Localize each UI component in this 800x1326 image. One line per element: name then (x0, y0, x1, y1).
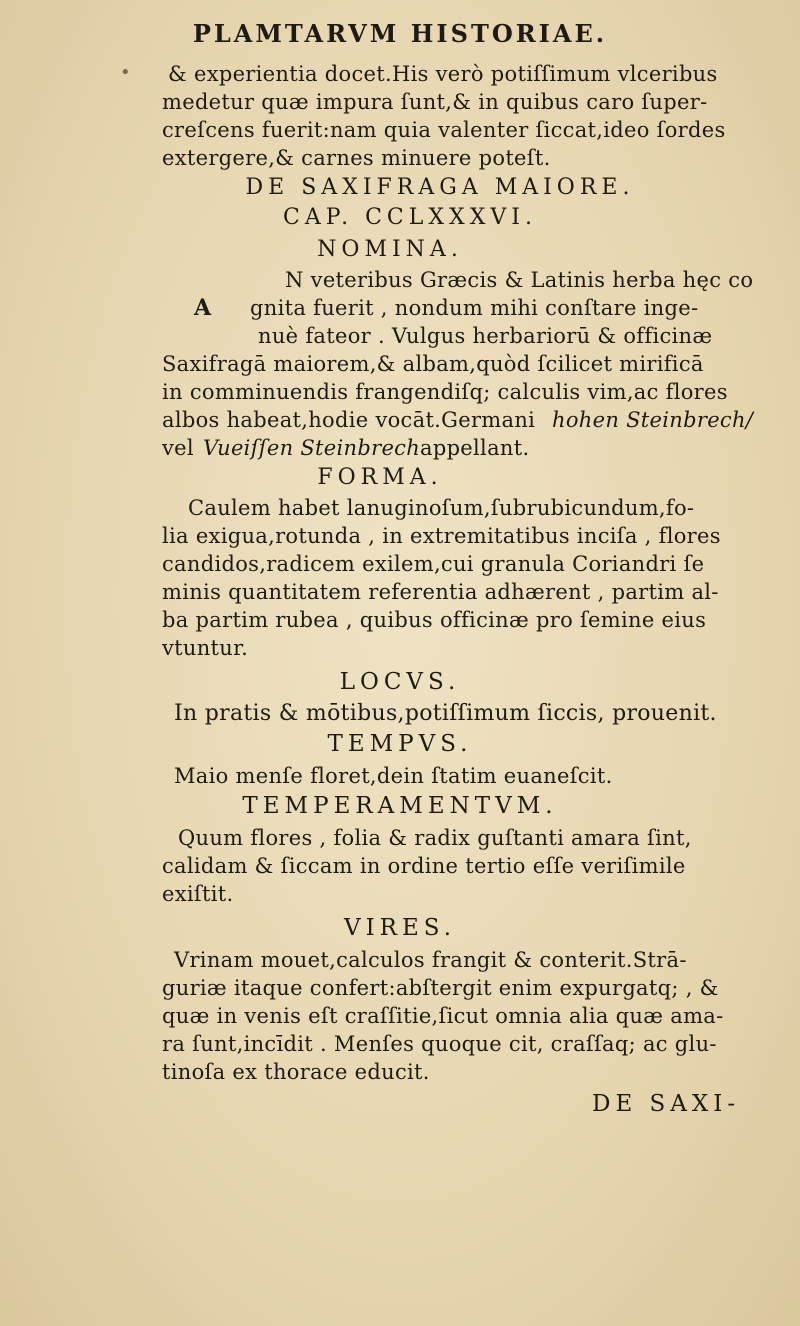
german-name: Vueiſſen Steinbrech (203, 436, 421, 460)
text-line: exiſtit. (162, 882, 234, 906)
text-line: gnita fuerit , nondum mihi conſtare inge- (250, 296, 699, 320)
text-line: minis quantitatem referentia adhærent , partim al- (162, 580, 719, 604)
text-line: N veteribus Græcis & Latinis herba hęc co (285, 268, 754, 292)
text-line: extergere,& carnes minuere poteſt. (162, 146, 551, 170)
running-head: PLAMTARVM HISTORIAE. (192, 19, 608, 48)
text-line: Quum flores , folia & radix guſtanti amara ſint, (178, 826, 692, 850)
text-line: ba partim rubea , quibus officinæ pro ſemine eius (162, 608, 707, 632)
text-line: calidam & ſiccam in ordine tertio eſſe veriſimile (162, 854, 686, 878)
section-heading-forma: FORMA. (317, 465, 443, 490)
section-heading-vires: VIRES. (343, 915, 457, 941)
text-line: albos habeat,hodie vocāt.Germani (162, 408, 536, 432)
chapter-number: CAP. CCLXXXVI. (283, 205, 537, 230)
sidenote-letter: A (194, 295, 212, 321)
text-line: medetur quæ impura ſunt,& in quibus caro ſuper- (162, 90, 708, 114)
text-line: lia exigua,rotunda , in extremitatibus inciſa , flores (162, 524, 721, 548)
section-heading-nomina: NOMINA. (317, 237, 463, 262)
text-line: Maio menſe floret,dein ſtatim euaneſcit. (174, 764, 613, 788)
text-line: ra ſunt,incīdit . Menſes quoque cit, craſſaq; ac glu- (162, 1032, 717, 1056)
text-line: appellant. (420, 436, 530, 460)
german-name: hohen Steinbrech/ (552, 408, 754, 432)
text-line: nuè fateor . Vulgus herbariorū & officinæ (258, 324, 713, 348)
section-heading-tempus: TEMPVS. (327, 731, 473, 757)
text-line: in comminuendis frangendiſq; calculis vim,ac flores (162, 380, 728, 404)
text-line: candidos,radicem exilem,cui granula Coriandri ſe (162, 552, 705, 576)
catchword: DE SAXI- (592, 1091, 741, 1117)
text-line: vtuntur. (162, 636, 249, 660)
section-heading-locus: LOCVS. (339, 669, 461, 695)
section-heading-temperamentum: TEMPERAMENTVM. (242, 793, 558, 819)
text-line: quæ in venis eſt craſſitie,ſicut omnia alia quæ ama- (162, 1004, 724, 1028)
text-line: Vrinam mouet,calculos frangit & conterit.Strā- (174, 948, 687, 972)
text-line: In pratis & mōtibus,potiſſimum ſiccis, prouenit. (174, 701, 717, 726)
text-line: vel (162, 436, 194, 460)
text-line: Caulem habet lanuginoſum,ſubrubicundum,fo- (188, 496, 695, 520)
text-line: guriæ itaque confert:abſtergit enim expurgatq; , & (162, 976, 719, 1000)
margin-bullet: • (120, 62, 131, 83)
text-line: & experientia docet.His verò potiſſimum vlceribus (168, 62, 718, 86)
chapter-title: DE SAXIFRAGA MAIORE. (245, 175, 635, 200)
text-line: Saxifragā maiorem,& albam,quòd ſcilicet mirificā (162, 352, 704, 376)
text-line: creſcens fuerit:nam quia valenter ſiccat,ideo ſordes (162, 118, 726, 142)
text-line: tinoſa ex thorace educit. (162, 1060, 430, 1084)
